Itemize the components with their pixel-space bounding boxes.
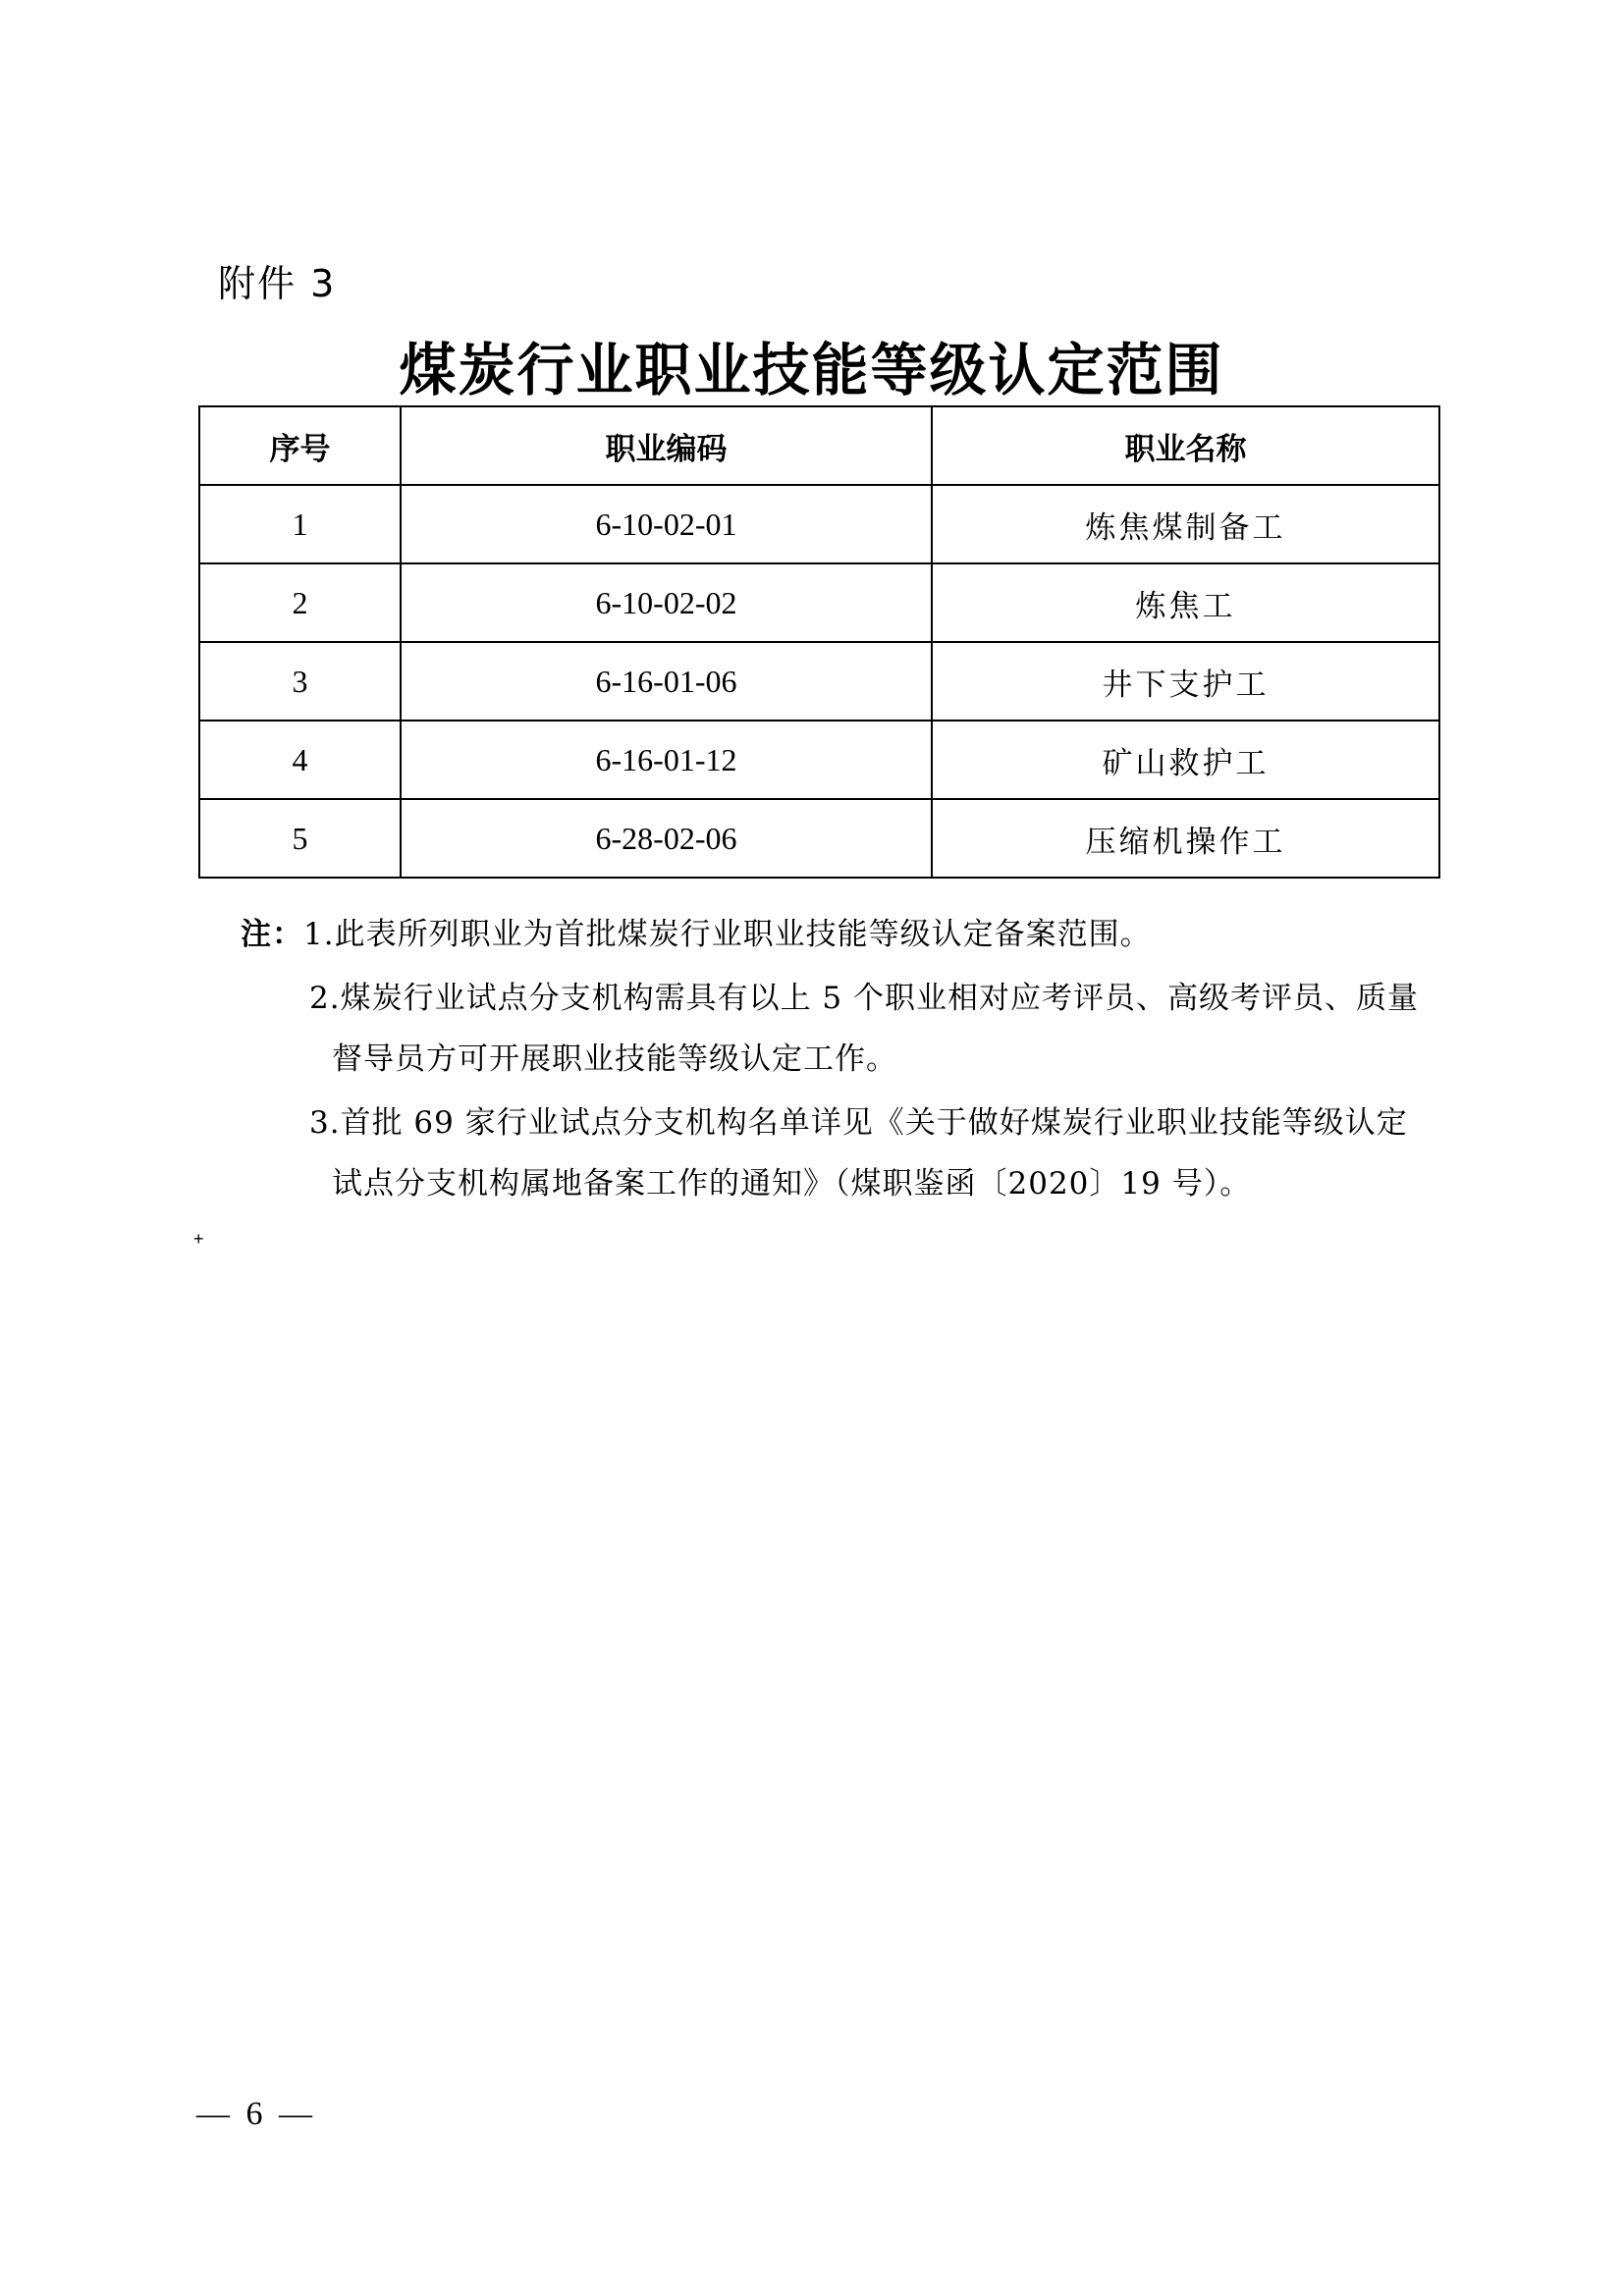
row-code: 6-16-01-06 <box>401 642 932 721</box>
note-1-text: 1.此表所列职业为首批煤炭行业职业技能等级认定备案范围。 <box>303 917 1152 952</box>
row-index: 3 <box>199 642 401 721</box>
attachment-label: 附件 3 <box>218 262 337 305</box>
notes-prefix: 注： <box>241 917 303 952</box>
row-name: 井下支护工 <box>932 642 1439 721</box>
note-3-line-2: 试点分支机构属地备案工作的通知》（煤职鉴函〔2020〕19 号）。 <box>332 1166 1252 1201</box>
plus-mark: + <box>193 1229 204 1249</box>
note-2-line-1: 2.煤炭行业试点分支机构需具有以上 5 个职业相对应考评员、高级考评员、质量 <box>309 981 1420 1016</box>
row-index: 2 <box>199 563 401 642</box>
row-code: 6-28-02-06 <box>401 799 932 878</box>
table-header-row <box>199 406 1439 485</box>
row-name: 矿山救护工 <box>932 721 1439 799</box>
row-name: 炼焦煤制备工 <box>932 485 1439 563</box>
header-name: 职业名称 <box>932 406 1439 485</box>
row-index: 4 <box>199 721 401 799</box>
note-2-line-2: 督导员方可开展职业技能等级认定工作。 <box>332 1041 897 1077</box>
occupation-scope-table <box>198 405 1440 879</box>
note-3-line-1: 3.首批 69 家行业试点分支机构名单详见《关于做好煤炭行业职业技能等级认定 <box>309 1105 1408 1141</box>
row-index: 1 <box>199 485 401 563</box>
row-index: 5 <box>199 799 401 878</box>
table-row <box>199 799 1439 878</box>
row-code: 6-10-02-01 <box>401 485 932 563</box>
row-name: 炼焦工 <box>932 563 1439 642</box>
row-code: 6-10-02-02 <box>401 563 932 642</box>
row-name: 压缩机操作工 <box>932 799 1439 878</box>
header-index: 序号 <box>199 406 401 485</box>
page-number: — 6 — <box>196 2096 316 2132</box>
header-code: 职业编码 <box>401 406 932 485</box>
table-row <box>199 485 1439 563</box>
table-row <box>199 642 1439 721</box>
table-row <box>199 563 1439 642</box>
document-title: 煤炭行业职业技能等级认定范围 <box>399 337 1224 403</box>
row-code: 6-16-01-12 <box>401 721 932 799</box>
note-1 <box>241 908 1152 962</box>
table-row <box>199 721 1439 799</box>
